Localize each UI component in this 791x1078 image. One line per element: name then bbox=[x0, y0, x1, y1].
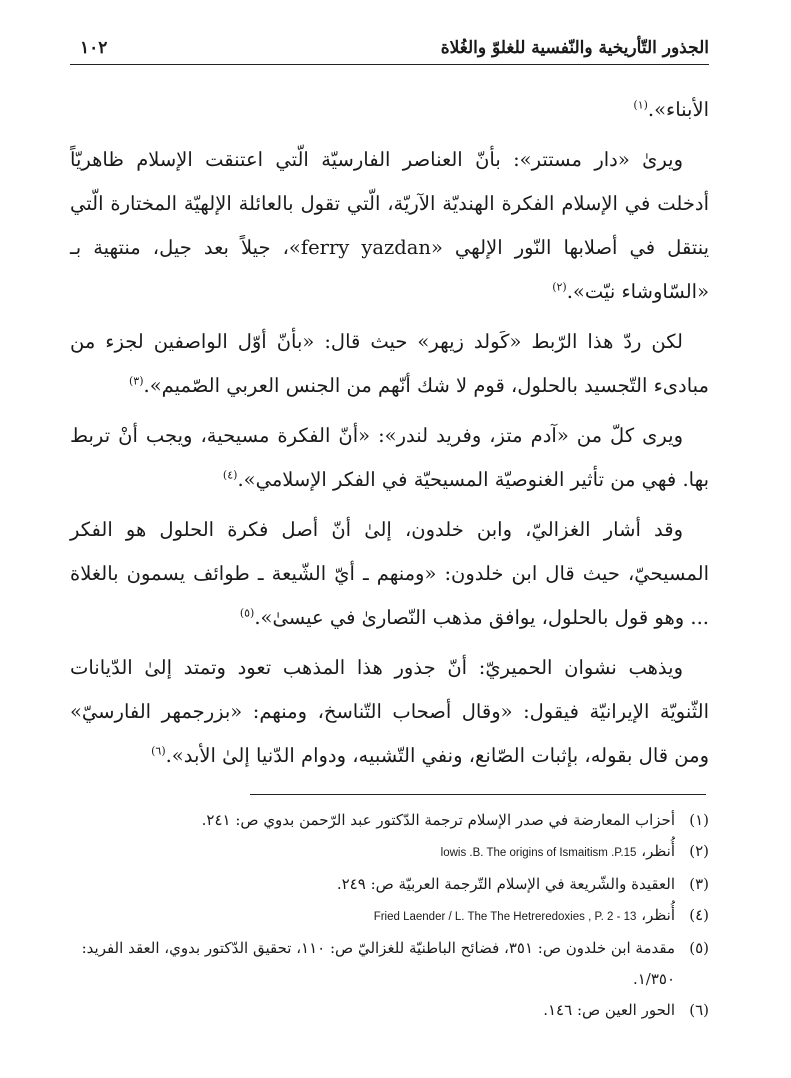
footnote-ref-2[interactable]: (٢) bbox=[552, 280, 567, 294]
footnote-text: مقدمة ابن خلدون ص: ٣٥١، فضائح الباطنيّة للغزاليّ ص: ١١٠، تحقيق الدّكتور بدوي، العقد الفريد: ١/٣٥٠. bbox=[81, 939, 675, 988]
paragraph-6: ويذهب نشوان الحميريّ: أنّ جذور هذا المذهب تعود وتمتد إلىٰ الدّيانات الثّنويّة الإيرانيّة فيقول: «وقال أصحاب التّناسخ، ومنهم: «بزرجمهر الفارسيّ» ومن قال بقوله، بإثبات الصّانع، ونفي التّشبيه، ودوام الدّنيا إلىٰ الأبد».$^{(٦)}$ bbox=[70, 656, 709, 767]
footnote-ref-1[interactable]: (١) bbox=[633, 98, 648, 112]
footnote-text: أحزاب المعارضة في صدر الإسلام ترجمة الدّكتور عبد الرّحمن بدوي ص: ٢٤١. bbox=[201, 811, 675, 829]
footnote-6 bbox=[70, 995, 709, 1026]
paragraph-5: وقد أشار الغزاليّ، وابن خلدون، إلىٰ أنّ أصل فكرة الحلول هو الفكر المسيحيّ، حيث قال ابن خلدون: «ومنهم ـ أيّ الشّيعة ـ طوائف يسمون بالغلاة ... وهو قول بالحلول، يوافق مذهب النّصارىٰ في عيسىٰ».$^{(٥)}$ bbox=[70, 518, 709, 629]
footnote-text: الحور العين ص: ١٤٦. bbox=[543, 1001, 675, 1019]
footnote-number: (١) bbox=[689, 811, 709, 829]
page-number: ١٠٢ bbox=[80, 38, 108, 58]
page-header bbox=[70, 28, 709, 68]
footnote-divider bbox=[250, 794, 706, 795]
paragraph-2: ويرىٰ «دار مستتر»: بأنّ العناصر الفارسيّة الّتي اعتنقت الإسلام ظاهريّاً أدخلت في الإسلام الفكرة الهنديّة الآريّة، الّتي تقول بالعائلة الإلهيّة المختارة الّتي ينتقل في أصلابها النّور الإلهي «ferry yazdan»، جيلاً بعد جيل، منتهية بـ «السّاوشاء نيّت».$^{(٢)}$ bbox=[70, 148, 710, 303]
footnote-number: (٤) bbox=[689, 906, 709, 924]
footnotes bbox=[70, 805, 709, 1026]
footnote-text: العقيدة والشّريعة في الإسلام التّرجمة العربيّة ص: ٢٤٩. bbox=[336, 875, 675, 893]
footnote-ref-5[interactable]: (٥) bbox=[239, 606, 255, 620]
footnote-4 bbox=[70, 900, 709, 933]
footnote-ref-3[interactable]: (٣) bbox=[128, 374, 144, 388]
footnote-ref-6[interactable]: (٦) bbox=[151, 744, 166, 758]
footnote-number: (٦) bbox=[689, 1001, 709, 1019]
main-text bbox=[70, 88, 709, 784]
footnote-text: أُنظر، Fried Laender / L. The The Hetreredoxies , P. 2 - 13 bbox=[373, 906, 675, 924]
footnote-ref-4[interactable]: (٤) bbox=[222, 468, 238, 482]
header-divider bbox=[70, 64, 709, 65]
footnote-number: (٢) bbox=[689, 842, 709, 860]
footnote-text: أُنظر، lowis .B. The origins of Ismaitism .P.15 bbox=[440, 842, 675, 860]
paragraph-4: ويرى كلّ من «آدم متز، وفريد لندر»: «أنّ الفكرة مسيحية، ويجب أنْ تربط بها. فهي من تأثير الغنوصيّة المسيحيّة في الفكر الإسلامي».$^{(٤)}$ bbox=[70, 424, 709, 491]
footnote-5 bbox=[70, 933, 709, 995]
paragraph-1: الأبناء».$^{(١)}$ bbox=[633, 98, 709, 121]
footnote-number: (٥) bbox=[689, 939, 709, 957]
footnote-2 bbox=[70, 836, 709, 869]
footnote-3 bbox=[70, 869, 709, 900]
footnote-1 bbox=[70, 805, 709, 836]
paragraph-3: لكن ردّ هذا الرّبط «كَولد زيهر» حيث قال: «بأنّ أوّل الواصفين لجزء من مبادىء التّجسيد بالحلول، قوم لا شك أنّهم من الجنس العربي الصّميم».$^{(٣)}$ bbox=[70, 330, 709, 397]
running-title: الجذور التّأريخية والنّفسية للغلوّ والغُلاة bbox=[440, 38, 709, 58]
footnote-number: (٣) bbox=[689, 875, 709, 893]
